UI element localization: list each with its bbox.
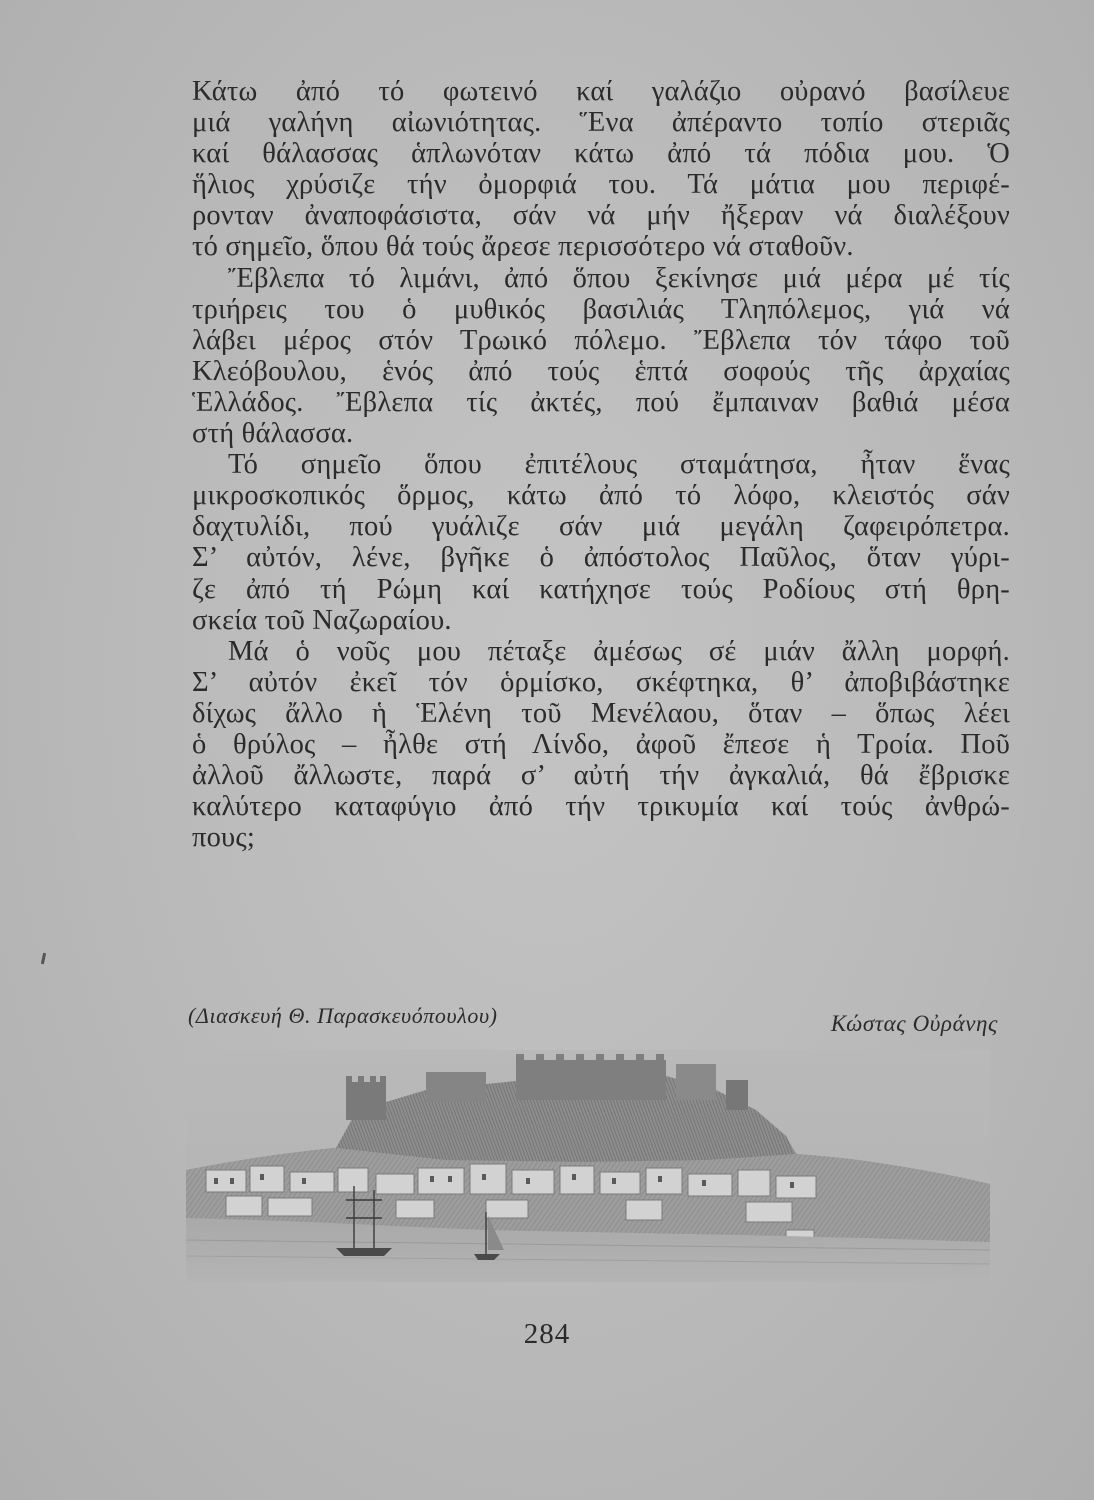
text-line: ζε ἀπό τή Ρώμη καί κατήχησε τούς Ροδίους στή θρη- <box>192 573 1010 605</box>
page-number: 284 <box>523 1318 571 1350</box>
text-line: ρονταν ἀναποφάσιστα, σάν νά μήν ἤξεραν νά διαλέξουν <box>192 200 1010 232</box>
paragraph-4 <box>192 636 1010 854</box>
credits <box>188 1003 998 1039</box>
text-line: πους; <box>192 822 255 854</box>
text-line: καλύτερο καταφύγιο ἀπό τήν τρικυμία καί τούς ἀνθρώ- <box>192 791 1010 823</box>
text-line: μιά γαλήνη αἰωνιότητας. Ἕνα ἀπέραντο τοπίο στεριᾶς <box>192 107 1010 139</box>
author-credit: Κώστας Οὐράνης <box>830 1011 998 1036</box>
text-line: τριήρεις του ὁ μυθικός βασιλιάς Τληπόλεμος, γιά νά <box>192 293 1010 325</box>
text-line: μικροσκοπικός ὅρμος, κάτω ἀπό τό λόφο, κλειστός σάν <box>192 480 1010 512</box>
paragraph-3 <box>192 449 1010 636</box>
adaptation-credit: (Διασκευή Θ. Παρασκευόπουλου) <box>188 1003 498 1028</box>
text-line: Σ’ αὐτόν, λένε, βγῆκε ὁ ἀπόστολος Παῦλος, ὅταν γύρι- <box>192 542 1010 574</box>
paragraph-2 <box>192 263 1010 450</box>
text-line: δαχτυλίδι, πού γυάλιζε σάν μιά μεγάλη ζαφειρόπετρα. <box>192 511 1010 543</box>
text-line: καί θάλασσας ἁπλωνόταν κάτω ἀπό τά πόδια μου. Ὁ <box>192 138 1010 170</box>
text-line: στή θάλασσα. <box>192 418 354 450</box>
text-line: Κάτω ἀπό τό φωτεινό καί γαλάζιο οὐρανό βασίλευε <box>192 76 1010 107</box>
text-line: Ἔβλεπα τό λιμάνι, ἀπό ὅπου ξεκίνησε μιά μέρα μέ τίς <box>228 262 1010 294</box>
text-line: Σ’ αὐτόν ἐκεῖ τόν ὁρμίσκο, σκέφτηκα, θ’ ἀποβιβάστηκε <box>192 666 1010 698</box>
text-line: ἥλιος χρύσιζε τήν ὀμορφιά του. Τά μάτια μου περιφέ- <box>192 169 1010 201</box>
text-line: δίχως ἄλλο ἡ Ἑλένη τοῦ Μενέλαου, ὅταν – ὅπως λέει <box>192 697 1010 729</box>
text-line: τό σημεῖο, ὅπου θά τούς ἄρεσε περισσότερο νά σταθοῦν. <box>192 231 854 263</box>
text-line: Τό σημεῖο ὅπου ἐπιτέλους σταμάτησα, ἦταν ἕνας <box>228 449 1010 481</box>
text-line: ὁ θρύλος – ἦλθε στή Λίνδο, ἀφοῦ ἔπεσε ἡ Τροία. Ποῦ <box>192 728 1010 760</box>
lindos-acropolis-illustration <box>186 1050 990 1282</box>
text-line: Κλεόβουλου, ἑνός ἀπό τούς ἑπτά σοφούς τῆς ἀρχαίας <box>192 355 1010 387</box>
text-column <box>192 76 1010 853</box>
text-line: λάβει μέρος στόν Τρωικό πόλεμο. Ἔβλεπα τόν τάφο τοῦ <box>192 324 1010 356</box>
text-line: ἀλλοῦ ἄλλωστε, παρά σ’ αὐτή τήν ἀγκαλιά, θά ἔβρισκε <box>192 760 1010 792</box>
text-line: σκεία τοῦ Ναζωραίου. <box>192 604 452 636</box>
text-line: Μά ὁ νοῦς μου πέταξε ἀμέσως σέ μιάν ἄλλη μορφή. <box>228 635 1010 667</box>
text-line: Ἑλλάδος. Ἔβλεπα τίς ἀκτές, πού ἔμπαιναν βαθιά μέσα <box>192 386 1010 418</box>
paragraph-1 <box>192 76 1010 263</box>
